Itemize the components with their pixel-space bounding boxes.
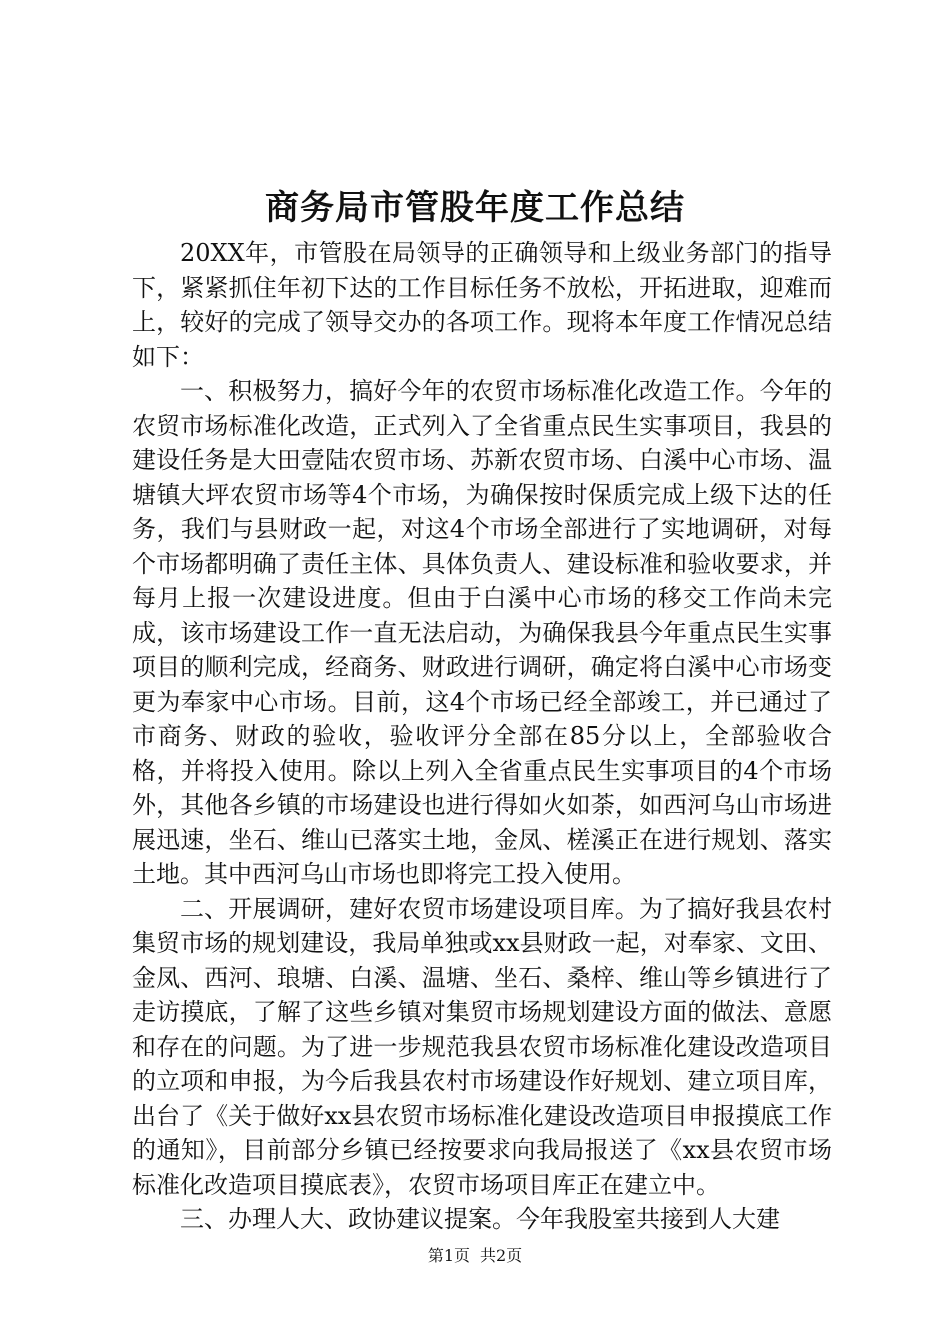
page-total: 共2页 (480, 1246, 523, 1265)
paragraph-section-2: 二、开展调研，建好农贸市场建设项目库。为了搞好我县农村集贸市场的规划建设，我局单独或xx县财政一起，对奉家、文田、金凤、西河、琅塘、白溪、温塘、坐石、桑梓、维山等乡镇进行了走访摸底，了解了这些乡镇对集贸市场规划建设方面的做法、意愿和存在的问题。为了进一步规范我县农贸市场标准化建设改造项目的立项和申报，为今后我县农村市场建设作好规划、建立项目库，出台了《关于做好xx县农贸市场标准化建设改造项目申报摸底工作的通知》，目前部分乡镇已经按要求向我局报送了《xx县农贸市场标准化改造项目摸底表》，农贸市场项目库正在建立中。 (132, 894, 832, 1199)
document-body (132, 236, 832, 1237)
page-footer (0, 1245, 950, 1267)
page-number: 第1页 (427, 1246, 470, 1265)
document-title: 商务局市管股年度工作总结 (265, 188, 685, 228)
paragraph-section-1: 一、积极努力，搞好今年的农贸市场标准化改造工作。今年的农贸市场标准化改造，正式列入了全省重点民生实事项目，我县的建设任务是大田壹陆农贸市场、苏新农贸市场、白溪中心市场、温塘镇大坪农贸市场等4个市场，为确保按时保质完成上级下达的任务，我们与县财政一起，对这4个市场全部进行了实地调研，对每个市场都明确了责任主体、具体负责人、建设标准和验收要求，并每月上报一次建设进度。但由于白溪中心市场的移交工作尚未完成，该市场建设工作一直无法启动，为确保我县今年重点民生实事项目的顺利完成，经商务、财政进行调研，确定将白溪中心市场变更为奉家中心市场。目前，这4个市场已经全部竣工，并已通过了市商务、财政的验收，验收评分全部在85分以上，全部验收合格，并将投入使用。除以上列入全省重点民生实事项目的4个市场外，其他各乡镇的市场建设也进行得如火如荼，如西河乌山市场进展迅速，坐石、维山已落实土地，金凤、槎溪正在进行规划、落实土地。其中西河乌山市场也即将完工投入使用。 (132, 377, 832, 888)
paragraph-section-3: 三、办理人大、政协建议提案。今年我股室共接到人大建 (180, 1205, 780, 1233)
paragraph-intro: 20XX年，市管股在局领导的正确领导和上级业务部门的指导下，紧紧抓住年初下达的工作目标任务不放松，开拓进取，迎难而上，较好的完成了领导交办的各项工作。现将本年度工作情况总结如下： (132, 239, 832, 371)
